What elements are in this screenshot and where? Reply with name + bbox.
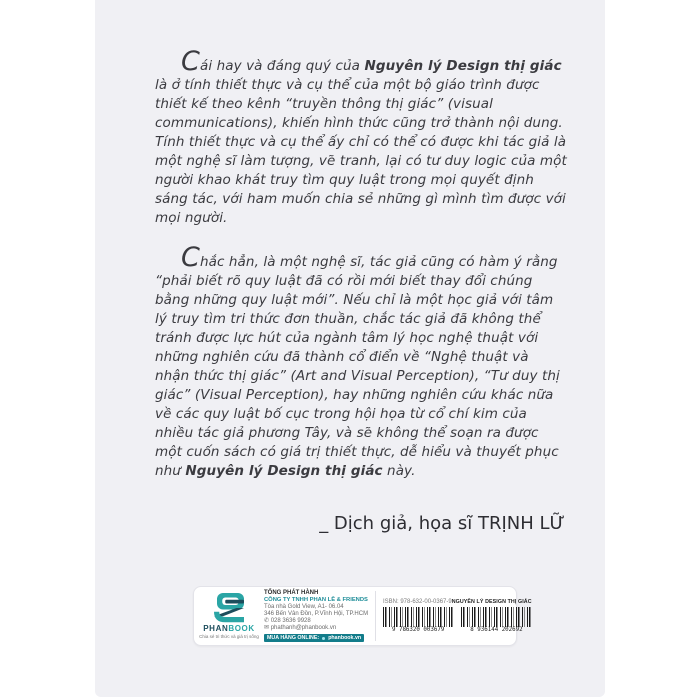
distribution-address1: Tòa nhà Gold View, A1- 06.04 [264, 604, 344, 610]
isbn-barcode [383, 607, 453, 634]
online-shop-site: phanbook.vn [328, 635, 362, 641]
barcode2-digits: 8 936144 202692 [470, 627, 523, 634]
book-title-emphasis: Nguyên lý Design thị giác [185, 463, 383, 479]
book-title-small: NGUYÊN LÝ DESIGN THỊ GIÁC [451, 598, 532, 605]
book-back-cover [95, 0, 605, 697]
distribution-info [264, 591, 368, 641]
brand-name-part2: BOOK [228, 624, 255, 633]
translator-signature: _ Dịch giả, họa sĩ TRỊNH LỮ [319, 513, 565, 534]
paragraph-text: là ở tính thiết thực và cụ thể của một bộ giáo trình được thiết kế theo kênh “truyền thông thị giác” (visual communications), khiến hình thức cũng trở thành nội dung. Tính thiết thực và cụ thể ấy chỉ có thể có được khi tác giả là một nghệ sĩ làm tượng, vẽ tranh, lại có tư duy logic của một người khao khát truy tìm quy luật trong mọi quyết định sáng tác, với ham muốn chia sẻ những gì mình tìm được với mọi người. [155, 77, 567, 226]
publisher-tagline: Chia sẻ tri thức và giá trị sống [199, 634, 259, 639]
brand-name-part1: PHAN [203, 624, 229, 633]
distribution-address2: 346 Bến Vân Đồn, P.Vĩnh Hội, TP.HCM [264, 611, 369, 617]
body-paragraph [155, 242, 567, 481]
publisher-info-box [193, 586, 532, 646]
paragraph-text: Cái hay và đáng quý của [181, 46, 365, 77]
phanbook-logo-icon [212, 593, 246, 623]
distribution-phone: ✆ 028 3636 9928 [264, 618, 311, 624]
online-shop-banner [264, 634, 364, 642]
paragraph-text: Chắc hẳn, là một nghệ sĩ, tác giả cũng có hàm ý rằng “phải biết rõ quy luật đã có rồi mới biết thay đổi chúng bằng những quy luật mới”. Nếu chỉ là một học giả với tâm lý truy tìm tri thức đơn thuần, chắc tác giả đã không thể tránh được lực hút của ngành tâm lý học nghệ thuật với những nghiên cứu đã thành cổ điển về “Nghệ thuật và nhận thức thị giác” (Art and Visual Perception), “Tư duy thị giác” (Visual Perception), hay những nghiên cứu khác nữa về các quy luật bố cục trong hội họa từ cổ chí kim của nhiều tác giả phương Tây, và sẽ không thể soạn ra được một cuốn sách có giá trị thiết thực, dễ hiểu và thuyết phục như [155, 242, 560, 479]
publisher-logo-block [201, 591, 257, 641]
blurb-paragraphs [155, 46, 567, 481]
publisher-brand-name [203, 624, 254, 633]
barcode1-digits: 9 786320 003679 [391, 627, 445, 634]
distribution-company: CÔNG TY TNHH PHAN LÊ & FRIENDS [264, 597, 368, 603]
globe-icon [322, 637, 325, 640]
isbn-label: ISBN: 978-632-00-0367-9 [383, 598, 452, 605]
product-barcode [461, 607, 531, 634]
distribution-heading: TỔNG PHÁT HÀNH [264, 590, 319, 596]
barcode-bars-icon [383, 607, 453, 627]
barcode-bars-icon [461, 607, 531, 627]
barcode-section [375, 591, 532, 641]
body-paragraph [155, 46, 567, 228]
paragraph-text: này. [382, 463, 416, 479]
blurb-text-block [155, 46, 567, 534]
distribution-email: ✉ phathanh@phanbook.vn [264, 625, 337, 631]
barcodes [383, 607, 532, 634]
book-title-emphasis: Nguyên lý Design thị giác [364, 58, 562, 74]
isbn-row [383, 599, 532, 605]
online-shop-label: MUA HÀNG ONLINE: [267, 635, 320, 641]
